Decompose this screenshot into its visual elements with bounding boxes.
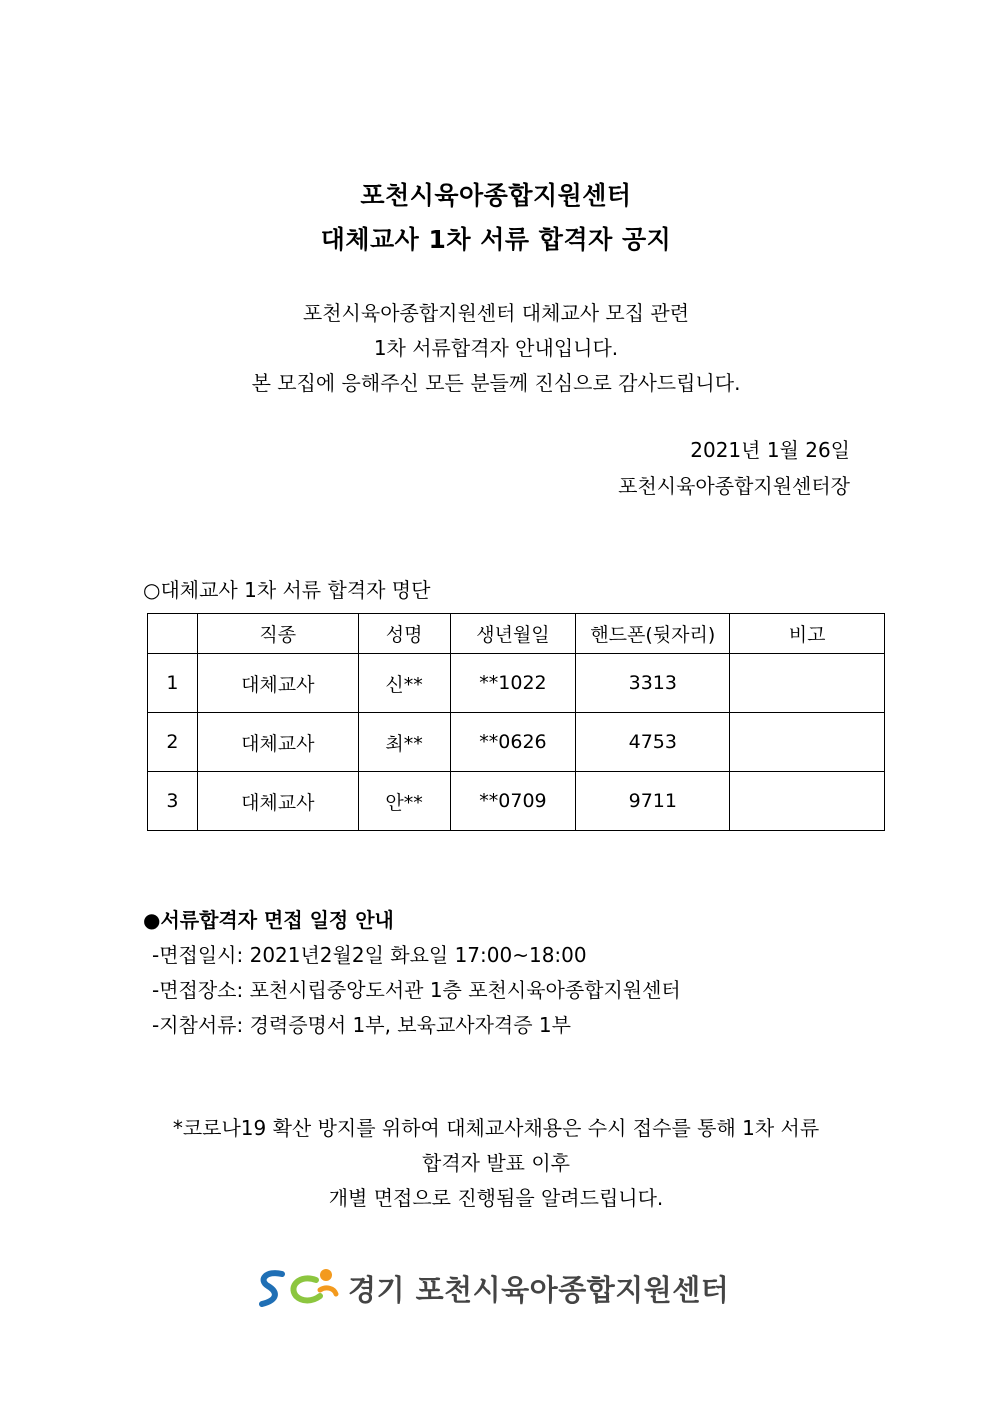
intro-line-3: 본 모집에 응해주신 모든 분들께 진심으로 감사드립니다. [251, 371, 741, 395]
covid-note-line-2: 합격자 발표 이후 [422, 1151, 570, 1175]
table-cell: 1 [148, 654, 198, 713]
interview-documents: -지참서류: 경력증명서 1부, 보육교사자격증 1부 [152, 1013, 571, 1037]
interview-datetime: -면접일시: 2021년2월2일 화요일 17:00~18:00 [152, 943, 587, 967]
table-cell: **0626 [450, 713, 576, 772]
notice-date: 2021년 1월 26일 [690, 438, 850, 462]
table-cell: 최** [358, 713, 450, 772]
table-cell: 대체교사 [197, 772, 358, 831]
table-cell: **0709 [450, 772, 576, 831]
table-row [148, 654, 885, 713]
notice-issuer: 포천시육아종합지원센터장 [618, 474, 850, 498]
table-cell [730, 772, 885, 831]
table-cell: 4753 [576, 713, 730, 772]
table-cell: 2 [148, 713, 198, 772]
table-cell: 3313 [576, 654, 730, 713]
page-title: 포천시육아종합지원센터 [360, 181, 632, 210]
table-cell: 대체교사 [197, 654, 358, 713]
interview-place: -면접장소: 포천시립중앙도서관 1층 포천시육아종합지원센터 [152, 978, 681, 1002]
column-header: 핸드폰(뒷자리) [576, 614, 730, 654]
roster-table [147, 613, 885, 831]
table-cell: 안** [358, 772, 450, 831]
table-cell: **1022 [450, 654, 576, 713]
intro-line-2: 1차 서류합격자 안내입니다. [373, 336, 619, 360]
center-logo-text: 경기 포천시육아종합지원센터 [348, 1273, 730, 1307]
column-header: 비고 [730, 614, 885, 654]
column-header: 성명 [358, 614, 450, 654]
center-logo-icon [256, 1266, 342, 1310]
table-cell: 신** [358, 654, 450, 713]
column-header: 직종 [197, 614, 358, 654]
table-cell: 9711 [576, 772, 730, 831]
table-header-row [148, 614, 885, 654]
column-header [148, 614, 198, 654]
table-cell: 3 [148, 772, 198, 831]
intro-line-1: 포천시육아종합지원센터 대체교사 모집 관련 [302, 301, 690, 325]
column-header: 생년월일 [450, 614, 576, 654]
page-subtitle: 대체교사 1차 서류 합격자 공지 [320, 225, 672, 254]
covid-note-line-3: 개별 면접으로 진행됨을 알려드립니다. [328, 1186, 664, 1210]
roster-heading: ○대체교사 1차 서류 합격자 명단 [143, 578, 431, 602]
table-cell [730, 654, 885, 713]
table-cell: 대체교사 [197, 713, 358, 772]
table-cell [730, 713, 885, 772]
table-row [148, 713, 885, 772]
covid-note-line-1: *코로나19 확산 방지를 위하여 대체교사채용은 수시 접수를 통해 1차 서류 [172, 1116, 820, 1140]
interview-heading: ●서류합격자 면접 일정 안내 [143, 908, 394, 932]
table-row [148, 772, 885, 831]
